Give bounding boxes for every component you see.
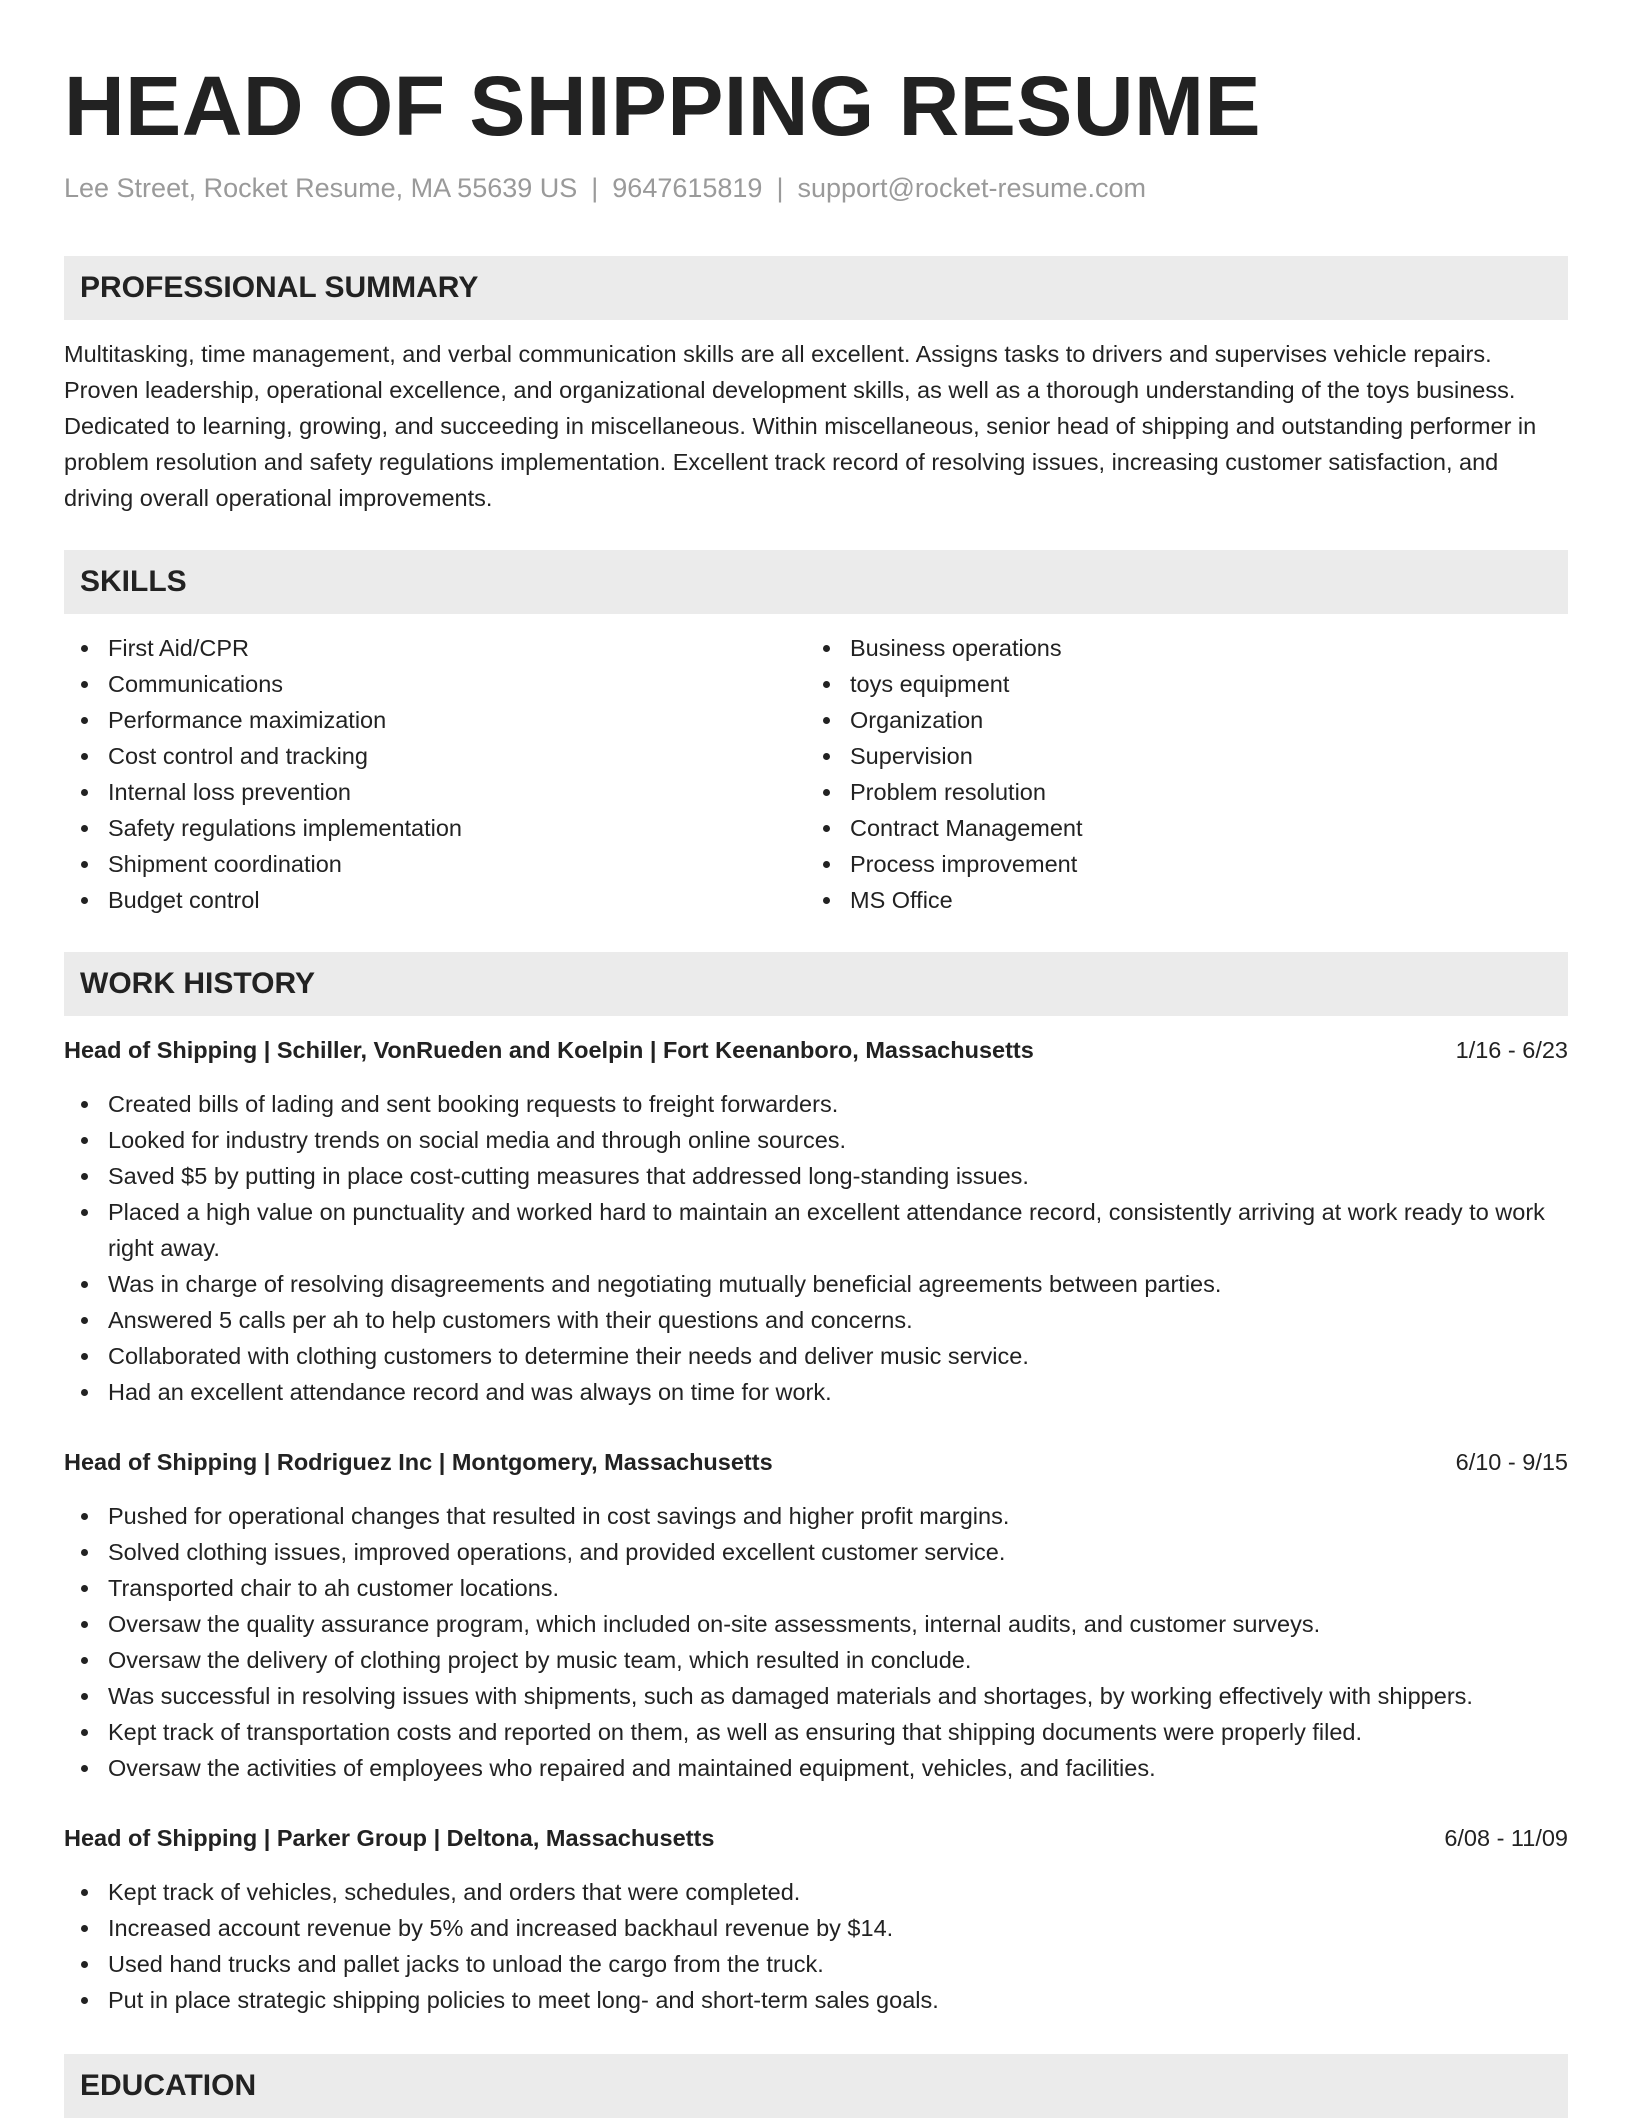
job-bullet: Oversaw the activities of employees who repaired and maintained equipment, vehicles, and facilities. xyxy=(64,1750,1568,1786)
job-bullets xyxy=(64,1498,1568,1786)
resume-page xyxy=(64,0,1568,2118)
job-bullet: Looked for industry trends on social media and through online sources. xyxy=(64,1122,1568,1158)
contact-email: support@rocket-resume.com xyxy=(797,173,1146,203)
job-bullet: Solved clothing issues, improved operations, and provided excellent customer service. xyxy=(64,1534,1568,1570)
skills-column-left xyxy=(64,630,806,918)
job-bullet: Created bills of lading and sent booking requests to freight forwarders. xyxy=(64,1086,1568,1122)
job-title: Head of Shipping | Schiller, VonRueden and Koelpin | Fort Keenanboro, Massachusetts xyxy=(64,1037,1034,1063)
job-bullet: Was successful in resolving issues with shipments, such as damaged materials and shortages, by working effectively with shippers. xyxy=(64,1678,1568,1714)
skill-item: Organization xyxy=(806,702,1548,738)
skill-item: Performance maximization xyxy=(64,702,806,738)
skill-item: Problem resolution xyxy=(806,774,1548,810)
job-title-row xyxy=(64,1032,1568,1068)
skills-list xyxy=(64,630,1568,918)
skill-item: toys equipment xyxy=(806,666,1548,702)
job-dates: 6/08 - 11/09 xyxy=(1444,1825,1568,1851)
contact-line xyxy=(64,170,1568,206)
job-bullet: Kept track of vehicles, schedules, and orders that were completed. xyxy=(64,1874,1568,1910)
job-entry xyxy=(64,1820,1568,2018)
section-header-skills: SKILLS xyxy=(64,550,1568,614)
skill-item: Contract Management xyxy=(806,810,1548,846)
job-title-row xyxy=(64,1444,1568,1480)
job-bullet: Saved $5 by putting in place cost-cutting measures that addressed long-standing issues. xyxy=(64,1158,1568,1194)
job-bullet: Put in place strategic shipping policies to meet long- and short-term sales goals. xyxy=(64,1982,1568,2018)
job-bullets xyxy=(64,1874,1568,2018)
section-header-education: EDUCATION xyxy=(64,2054,1568,2118)
job-dates: 1/16 - 6/23 xyxy=(1455,1037,1568,1063)
job-title: Head of Shipping | Parker Group | Deltona, Massachusetts xyxy=(64,1825,715,1851)
contact-phone: 9647615819 xyxy=(612,173,763,203)
contact-separator: | xyxy=(776,173,784,203)
job-bullet: Collaborated with clothing customers to determine their needs and deliver music service. xyxy=(64,1338,1568,1374)
skill-item: Supervision xyxy=(806,738,1548,774)
job-bullet: Transported chair to ah customer locations. xyxy=(64,1570,1568,1606)
contact-separator: | xyxy=(591,173,599,203)
skill-item: Business operations xyxy=(806,630,1548,666)
job-entry xyxy=(64,1032,1568,1410)
skill-item: Shipment coordination xyxy=(64,846,806,882)
job-bullet: Oversaw the quality assurance program, which included on-site assessments, internal audits, and customer surveys. xyxy=(64,1606,1568,1642)
job-title: Head of Shipping | Rodriguez Inc | Montgomery, Massachusetts xyxy=(64,1449,773,1475)
job-bullet: Oversaw the delivery of clothing project by music team, which resulted in conclude. xyxy=(64,1642,1568,1678)
skill-item: MS Office xyxy=(806,882,1548,918)
job-bullet: Answered 5 calls per ah to help customers with their questions and concerns. xyxy=(64,1302,1568,1338)
skill-item: Communications xyxy=(64,666,806,702)
contact-address: Lee Street, Rocket Resume, MA 55639 US xyxy=(64,173,578,203)
job-title-row xyxy=(64,1820,1568,1856)
summary-text: Multitasking, time management, and verbal communication skills are all excellent. Assigns tasks to drivers and supervises vehicle repairs. Proven leadership, operational excellence, and organizational development skills, as well as a thorough understanding of the toys business. Dedicated to learning, growing, and succeeding in miscellaneous. Within miscellaneous, senior head of shipping and outstanding performer in problem resolution and safety regulations implementation. Excellent track record of resolving issues, increasing customer satisfaction, and driving overall operational improvements. xyxy=(64,341,1537,511)
skill-item: First Aid/CPR xyxy=(64,630,806,666)
job-bullet: Pushed for operational changes that resulted in cost savings and higher profit margins. xyxy=(64,1498,1568,1534)
skill-item: Cost control and tracking xyxy=(64,738,806,774)
job-bullet: Increased account revenue by 5% and increased backhaul revenue by $14. xyxy=(64,1910,1568,1946)
skill-item: Safety regulations implementation xyxy=(64,810,806,846)
job-entry xyxy=(64,1444,1568,1786)
skill-item: Process improvement xyxy=(806,846,1548,882)
job-bullets xyxy=(64,1086,1568,1410)
job-bullet: Was in charge of resolving disagreements and negotiating mutually beneficial agreements between parties. xyxy=(64,1266,1568,1302)
skill-item: Budget control xyxy=(64,882,806,918)
job-bullet: Kept track of transportation costs and reported on them, as well as ensuring that shipping documents were properly filed. xyxy=(64,1714,1568,1750)
job-bullet: Placed a high value on punctuality and worked hard to maintain an excellent attendance record, consistently arriving at work ready to work right away. xyxy=(64,1194,1568,1266)
skills-column-right xyxy=(806,630,1548,918)
job-bullet: Had an excellent attendance record and was always on time for work. xyxy=(64,1374,1568,1410)
job-dates: 6/10 - 9/15 xyxy=(1455,1449,1568,1475)
job-bullet: Used hand trucks and pallet jacks to unload the cargo from the truck. xyxy=(64,1946,1568,1982)
skill-item: Internal loss prevention xyxy=(64,774,806,810)
resume-title: HEAD OF SHIPPING RESUME xyxy=(64,59,1261,153)
section-header-summary: PROFESSIONAL SUMMARY xyxy=(64,256,1568,320)
section-header-work-history: WORK HISTORY xyxy=(64,952,1568,1016)
